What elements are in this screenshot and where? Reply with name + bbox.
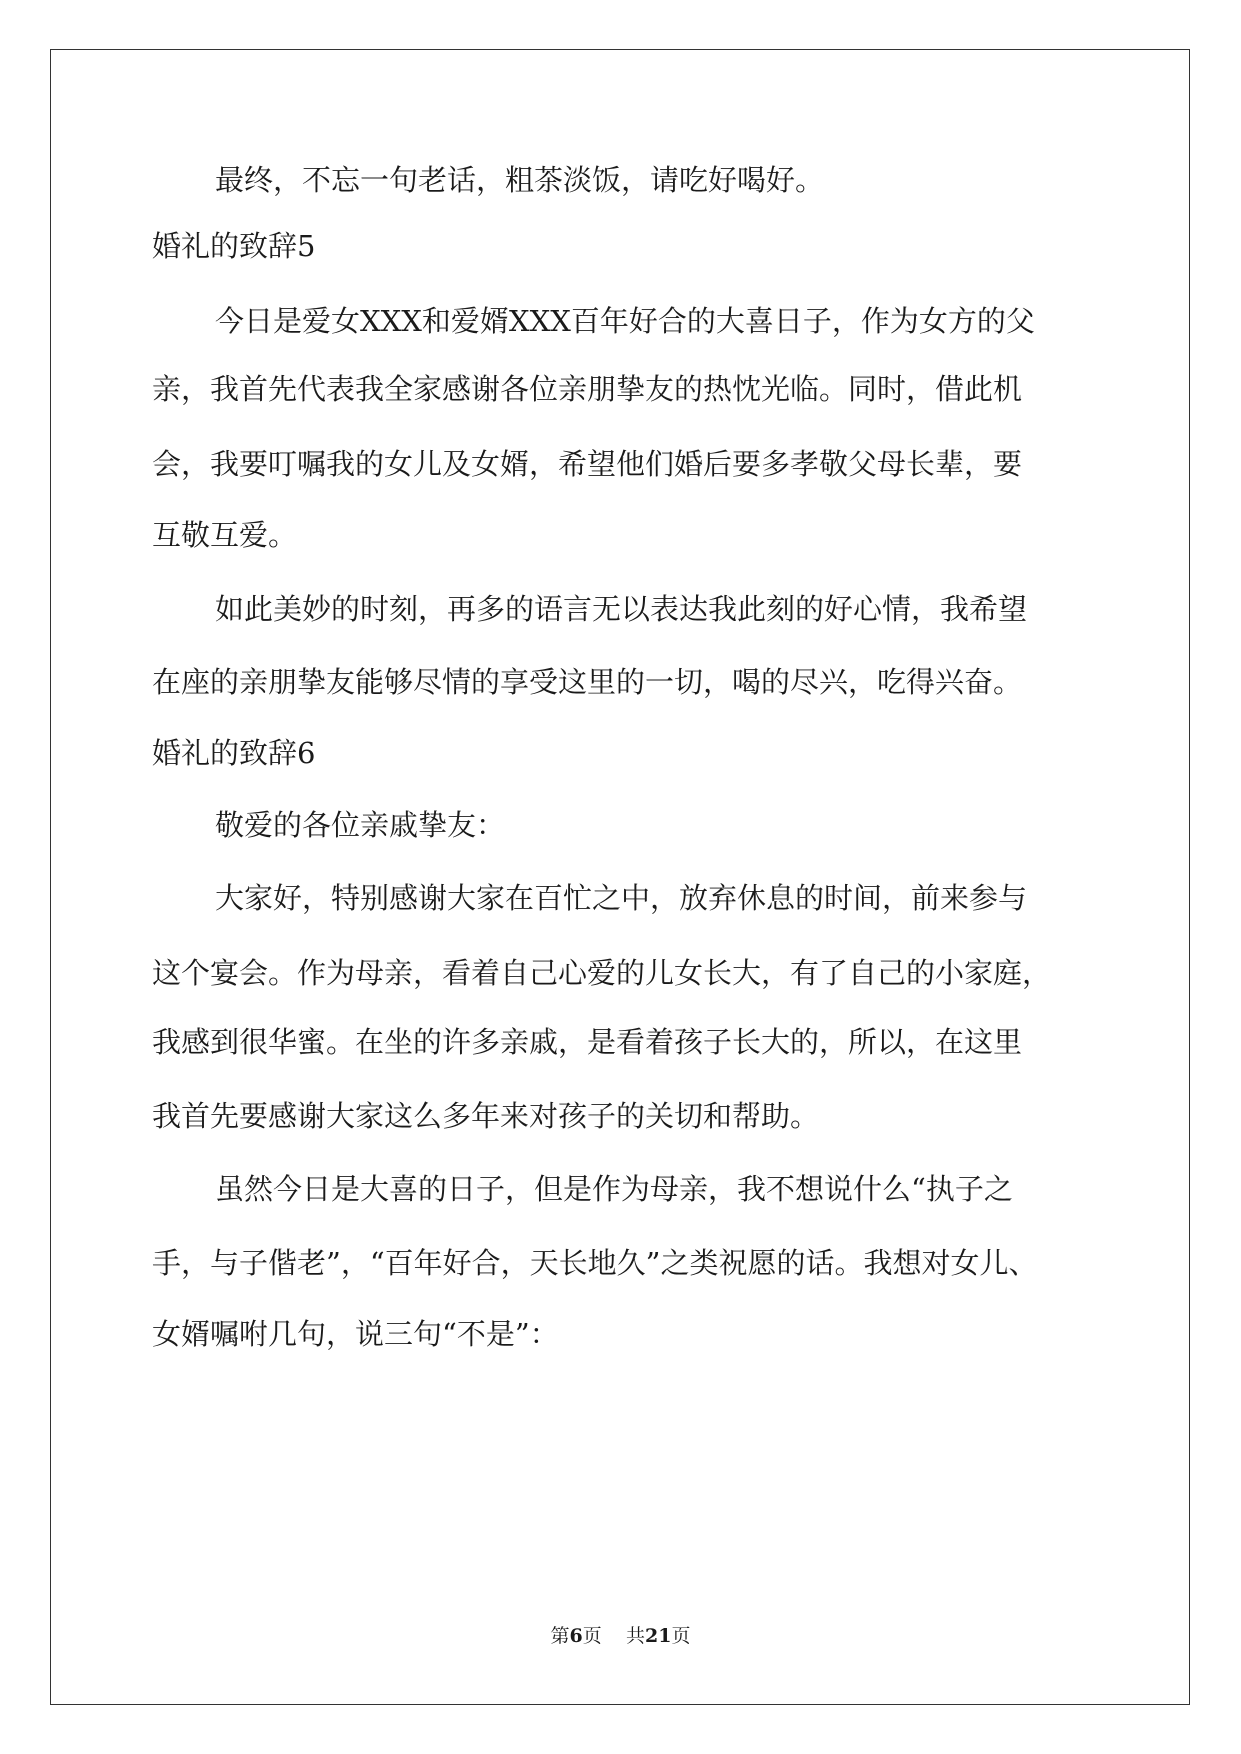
- paragraph-line: 这个宴会。作为母亲，看着自己心爱的儿女长大，有了自己的小家庭，: [152, 956, 1052, 990]
- paragraph-line: 在座的亲朋挚友能够尽情的享受这里的一切，喝的尽兴，吃得兴奋。: [152, 665, 1023, 699]
- total-unit: 页: [671, 1625, 691, 1647]
- section-heading: 婚礼的致辞6: [152, 736, 316, 770]
- total-prefix: 共: [625, 1625, 645, 1647]
- paragraph-line: 敬爱的各位亲戚挚友：: [215, 808, 506, 842]
- paragraph-line: 大家好，特别感谢大家在百忙之中，放弃休息的时间，前来参与: [215, 881, 1028, 915]
- paragraph-line: 虽然今日是大喜的日子，但是作为母亲，我不想说什么“执子之: [215, 1172, 1013, 1206]
- page-unit: 页: [582, 1625, 602, 1647]
- section-heading: 婚礼的致辞5: [152, 229, 316, 263]
- paragraph-line: 最终，不忘一句老话，粗茶淡饭，请吃好喝好。: [215, 163, 825, 197]
- paragraph-line: 女婿嘱咐几句，说三句“不是”：: [152, 1317, 559, 1351]
- page-current: 6: [569, 1625, 583, 1647]
- paragraph-line: 如此美妙的时刻，再多的语言无以表达我此刻的好心情，我希望: [215, 592, 1028, 626]
- paragraph-line: 我首先要感谢大家这么多年来对孩子的关切和帮助。: [152, 1099, 820, 1133]
- paragraph-line: 手，与子偕老”，“百年好合，天长地久”之类祝愿的话。我想对女儿、: [152, 1246, 1038, 1280]
- page-total: 21: [644, 1625, 672, 1647]
- page-footer: [0, 1621, 1241, 1648]
- paragraph-line: 互敬互爱。: [152, 518, 298, 552]
- paragraph-line: 亲，我首先代表我全家感谢各位亲朋挚友的热忱光临。同时，借此机: [152, 372, 1023, 406]
- paragraph-line: 今日是爱女XXX和爱婿XXX百年好合的大喜日子，作为女方的父: [215, 304, 1035, 338]
- paragraph-line: 会，我要叮嘱我的女儿及女婿，希望他们婚后要多孝敬父母长辈，要: [152, 447, 1023, 481]
- paragraph-line: 我感到很华蜜。在坐的许多亲戚，是看着孩子长大的，所以，在这里: [152, 1025, 1023, 1059]
- page-border: [50, 49, 1190, 1705]
- page-prefix: 第: [550, 1625, 570, 1647]
